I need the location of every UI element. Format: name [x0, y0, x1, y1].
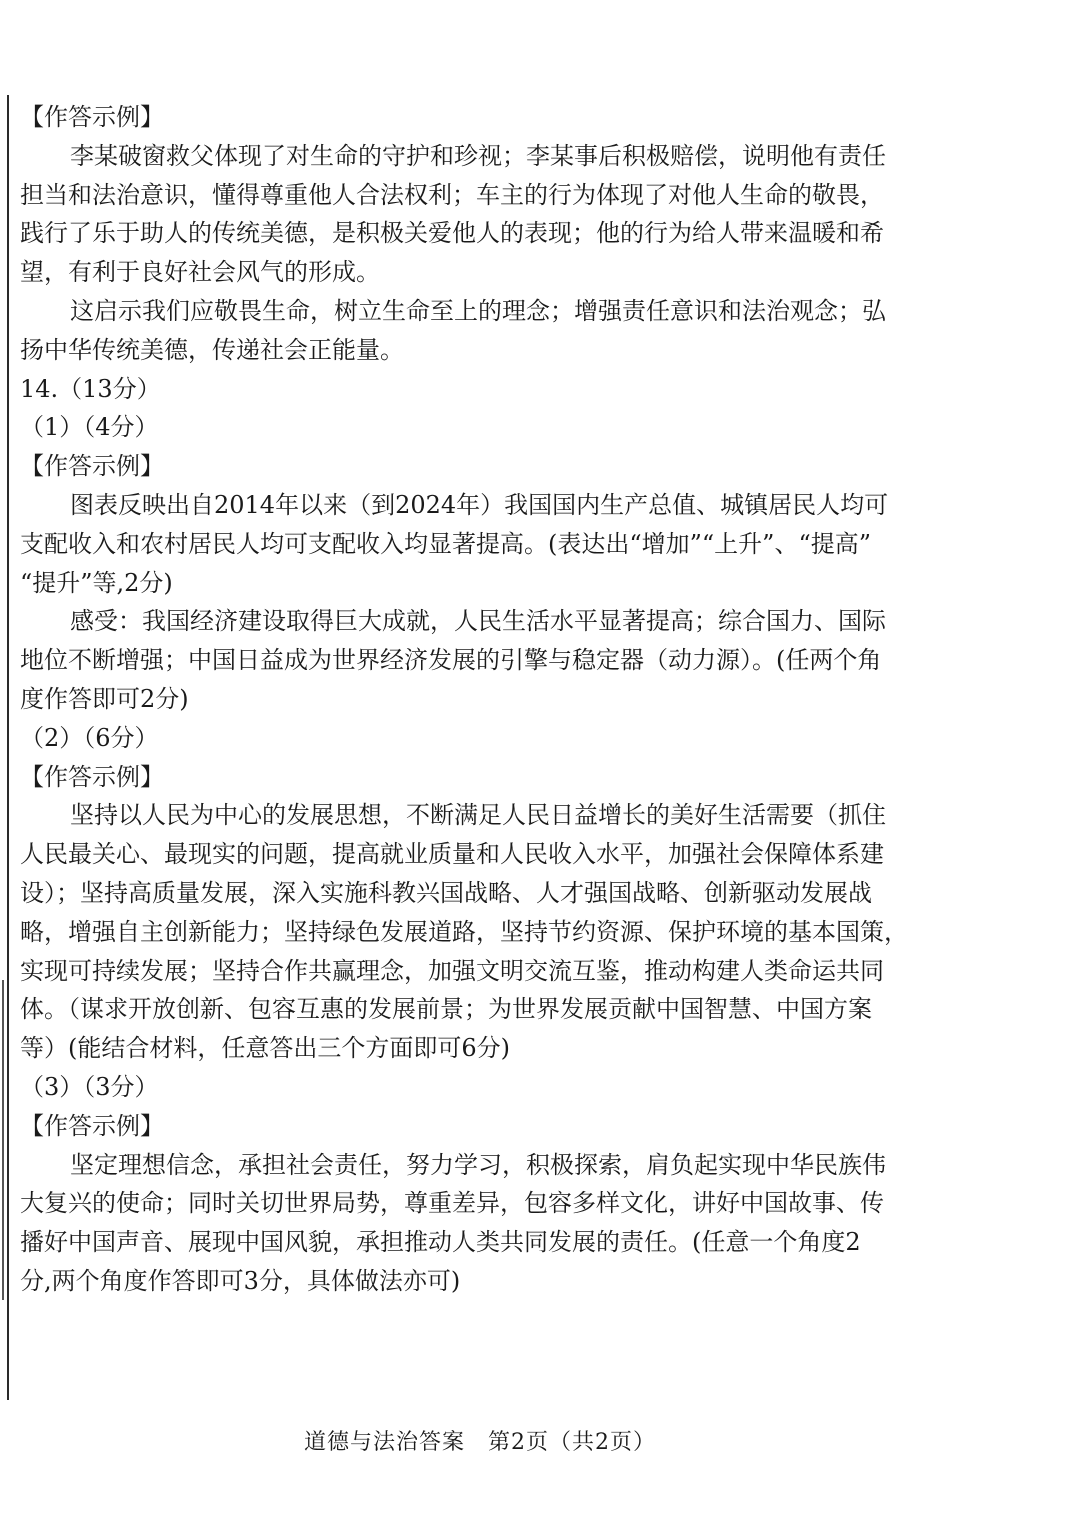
text-line: 大复兴的使命；同时关切世界局势，尊重差异，包容多样文化，讲好中国故事、传 [20, 1189, 884, 1218]
text-line: 支配收入和农村居民人均可支配收入均显著提高。(表达出“增加”“上升”、“提高” [20, 529, 871, 558]
text-line: 【作答示例】 [20, 762, 164, 791]
text-line: 【作答示例】 [20, 452, 164, 481]
left-margin-rule [7, 95, 9, 1400]
text-line: 扬中华传统美德，传递社会正能量。 [20, 335, 404, 364]
text-line: 李某破窗救父体现了对生命的守护和珍视；李某事后积极赔偿，说明他有责任 [70, 141, 886, 170]
answer-content [20, 98, 965, 1301]
text-line: 坚持以人民为中心的发展思想，不断满足人民日益增长的美好生活需要（抓住 [70, 801, 886, 830]
text-line: 14.（13分） [20, 374, 161, 403]
text-line: 践行了乐于助人的传统美德，是积极关爱他人的表现；他的行为给人带来温暖和希 [20, 219, 884, 248]
text-line: 等）(能结合材料，任意答出三个方面即可6分) [20, 1034, 510, 1063]
text-line: 实现可持续发展；坚持合作共赢理念，加强文明交流互鉴，推动构建人类命运共同 [20, 956, 884, 985]
left-margin-rule-secondary [2, 980, 4, 1300]
text-line: 【作答示例】 [20, 103, 164, 131]
text-line: 设）；坚持高质量发展，深入实施科教兴国战略、人才强国战略、创新驱动发展战 [20, 878, 872, 907]
text-line: 望，有利于良好社会风气的形成。 [20, 258, 380, 287]
text-line: 分,两个角度作答即可3分，具体做法亦可) [20, 1266, 461, 1295]
text-line: 感受：我国经济建设取得巨大成就，人民生活水平显著提高；综合国力、国际 [70, 607, 886, 636]
text-line: 图表反映出自2014年以来（到2024年）我国国内生产总值、城镇居民人均可 [70, 490, 889, 519]
text-line: 播好中国声音、展现中国风貌，承担推动人类共同发展的责任。(任意一个角度2 [20, 1228, 861, 1257]
text-line: （2）（6分） [20, 723, 159, 752]
text-line: （1）（4分） [20, 413, 159, 442]
text-line: 这启示我们应敬畏生命，树立生命至上的理念；增强责任意识和法治观念；弘 [70, 296, 886, 325]
text-line: 体。（谋求开放创新、包容互惠的发展前景；为世界发展贡献中国智慧、中国方案 [20, 995, 872, 1024]
text-line: 度作答即可2分) [20, 684, 189, 713]
text-line: 【作答示例】 [20, 1111, 164, 1140]
text-line: “提升”等,2分) [20, 568, 173, 597]
text-line: 坚定理想信念，承担社会责任，努力学习，积极探索，肩负起实现中华民族伟 [70, 1150, 886, 1179]
text-line: 略，增强自主创新能力；坚持绿色发展道路，坚持节约资源、保护环境的基本国策， [20, 917, 908, 946]
text-line: 人民最关心、最现实的问题，提高就业质量和人民收入水平，加强社会保障体系建 [20, 840, 884, 869]
page-footer: 道德与法治答案 第2页（共2页） [304, 1430, 656, 1455]
text-line: 担当和法治意识，懂得尊重他人合法权利；车主的行为体现了对他人生命的敬畏， [20, 180, 884, 209]
text-line: （3）（3分） [20, 1072, 159, 1101]
text-line: 地位不断增强；中国日益成为世界经济发展的引擎与稳定器（动力源）。(任两个角 [20, 646, 882, 675]
